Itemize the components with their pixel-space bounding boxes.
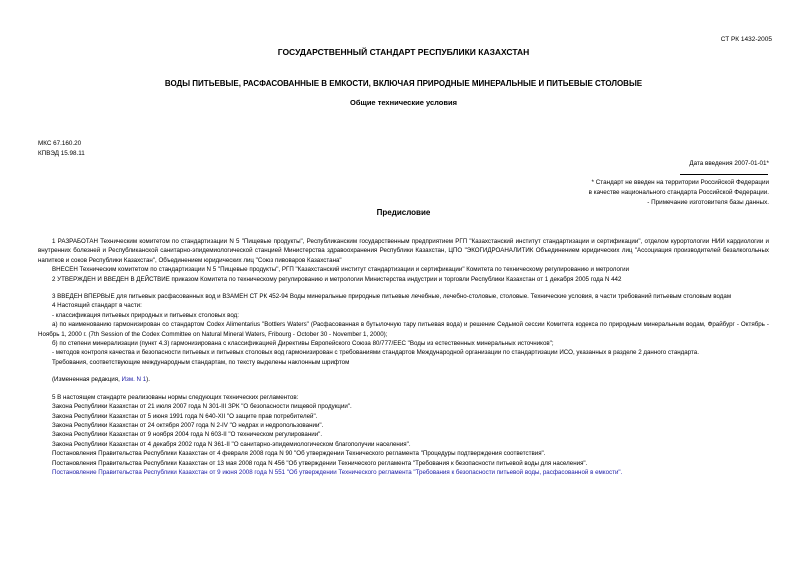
mks-code: МКС 67.160.20 <box>38 140 82 147</box>
intro-date: Дата введения 2007-01-01* <box>689 160 769 167</box>
regulation-item: Закона Республики Казахстан от 21 июля 2007 года N 301-III ЗРК "О безопасности пищевой продукции". <box>52 403 352 411</box>
regulation-item: Закона Республики Казахстан от 5 июня 1991 года N 640-XII "О защите прав потребителей". <box>52 412 318 420</box>
paragraph-1: 1 РАЗРАБОТАН Техническим комитетом по стандартизации N 5 "Пищевые продукты", Республиканским государственным предприятием РГП "Казахстанский институт стандартизации и сертификации", отделом курортологии НИИ кардиологии и внутренних болезней и Республиканской санитарно-эпидемиологической станцией Министерства здравоохранения Республики Казахстан, ЦПО "ЭКОГИДРОАНАЛИТИК Объединением юридических лиц "Ассоциация производителей безалкогольных напитков и соков Республики Казахстан", Объединением юридических лиц "Союз пивоваров Казахстана" <box>38 238 769 264</box>
regulation-item-link[interactable]: Постановление Правительства Республики Казахстан от 9 июня 2008 года N 551 "Об утверждении Технического регламента "Требования к безопасности питьевой воды, расфасованной в емкости". <box>52 468 623 476</box>
footnote-line-2: в качестве национального стандарта Российской Федерации. <box>588 189 769 196</box>
amendment-prefix: (Измененная редакция, <box>52 376 122 384</box>
paragraph-4: 4 Настоящий стандарт в части: <box>52 302 142 310</box>
paragraph-4b: а) по наименованию гармонизирован со стандартом Codex Alimentarius "Bottlers Waters" (Расфасованная в бутылочную тару питьевая вода) и решение Седьмой сессии Комитета кодекса по природным минеральным водам, Фрайбург - Октябрь - Ноябрь 1, 2000 г. (7th Session of the Codex Committee on Natural Mineral Waters, Fribourg - October 30 - November 1, 2000); <box>38 321 769 338</box>
regulation-item: Постановления Правительства Республики Казахстан от 13 мая 2008 года N 456 "Об утверждении Технического регламента "Требования к безопасности питьевой воды для населения". <box>52 459 588 467</box>
paragraph-5: 5 В настоящем стандарте реализованы нормы следующих технических регламентов: <box>52 393 299 401</box>
paragraph-2: 2 УТВЕРЖДЕН И ВВЕДЕН В ДЕЙСТВИЕ приказом Комитета по техническому регулированию и метрологии Министерства индустрии и торговли Республики Казахстан от 1 декабря 2005 года N 442 <box>52 275 622 283</box>
amendment-note <box>38 375 769 384</box>
regulation-item: Закона Республики Казахстан от 24 октября 2007 года N 2-IV "О недрах и недропользовании". <box>52 421 324 429</box>
standard-title: ГОСУДАРСТВЕННЫЙ СТАНДАРТ РЕСПУБЛИКИ КАЗАХСТАН <box>277 47 530 57</box>
preface-title: Предисловие <box>376 208 431 217</box>
footnote-line-3: - Примечание изготовителя базы данных. <box>647 199 769 206</box>
doc-title: ВОДЫ ПИТЬЕВЫЕ, РАСФАСОВАННЫЕ В ЕМКОСТИ, ВКЛЮЧАЯ ПРИРОДНЫЕ МИНЕРАЛЬНЫЕ И ПИТЬЕВЫЕ СТОЛОВЫЕ <box>164 79 643 88</box>
regulation-item: Постановления Правительства Республики Казахстан от 4 февраля 2008 года N 90 "Об утверждении Технического регламента "Процедуры подтверждения соответствия". <box>52 450 546 458</box>
paragraph-4e: Требования, соответствующие международным стандартам, по тексту выделены наклонным шрифтом <box>52 358 350 366</box>
paragraph-3: 3 ВВЕДЕН ВПЕРВЫЕ для питьевых расфасованных вод и ВЗАМЕН СТ РК 452-94 Воды минеральные природные питьевые лечебные, лечебно-столовые, столовые. Технические условия, в части требований питьевым столовым водам <box>52 293 732 301</box>
amendment-suffix: ). <box>146 376 150 384</box>
regulation-item: Закона Республики Казахстан от 9 ноября 2004 года N 603-II "О техническом регулировании". <box>52 431 323 439</box>
amendment-link[interactable]: Изм. N 1 <box>121 376 147 384</box>
doc-code: СТ РК 1432-2005 <box>720 36 772 43</box>
paragraph-4c: б) по степени минерализации (пункт 4.3) гармонизирована с классификацией Директивы Европейского Союза 80/777/ЕЕС "Воды из естественных минеральных источников"; <box>52 340 554 348</box>
regulation-item: Закона Республики Казахстан от 4 декабря 2002 года N 361-II "О санитарно-эпидемиологическом благополучии населения". <box>52 440 411 448</box>
footnote-divider <box>680 174 768 175</box>
paragraph-4d: - методов контроля качества и безопасности питьевых и питьевых столовых вод гармонизирован с требованиями стандартов Международной организации по стандартизации ИСО, указанных в разделе 2 данного стандарта. <box>52 349 699 357</box>
footnote-line-1: * Стандарт не введен на территории Российской Федерации <box>591 179 769 186</box>
preface-body <box>38 237 769 477</box>
doc-subtitle: Общие технические условия <box>350 98 457 107</box>
kpved-code: КПВЭД 15.98.11 <box>38 150 85 157</box>
paragraph-1b: ВНЕСЕН Техническим комитетом по стандартизации N 5 "Пищевые продукты", РГП "Казахстанский институт стандартизации и сертификации" Комитета по техническому регулированию и метрологии <box>52 266 630 274</box>
paragraph-4a: - классификация питьевых природных и питьевых столовых вод: <box>52 311 239 319</box>
